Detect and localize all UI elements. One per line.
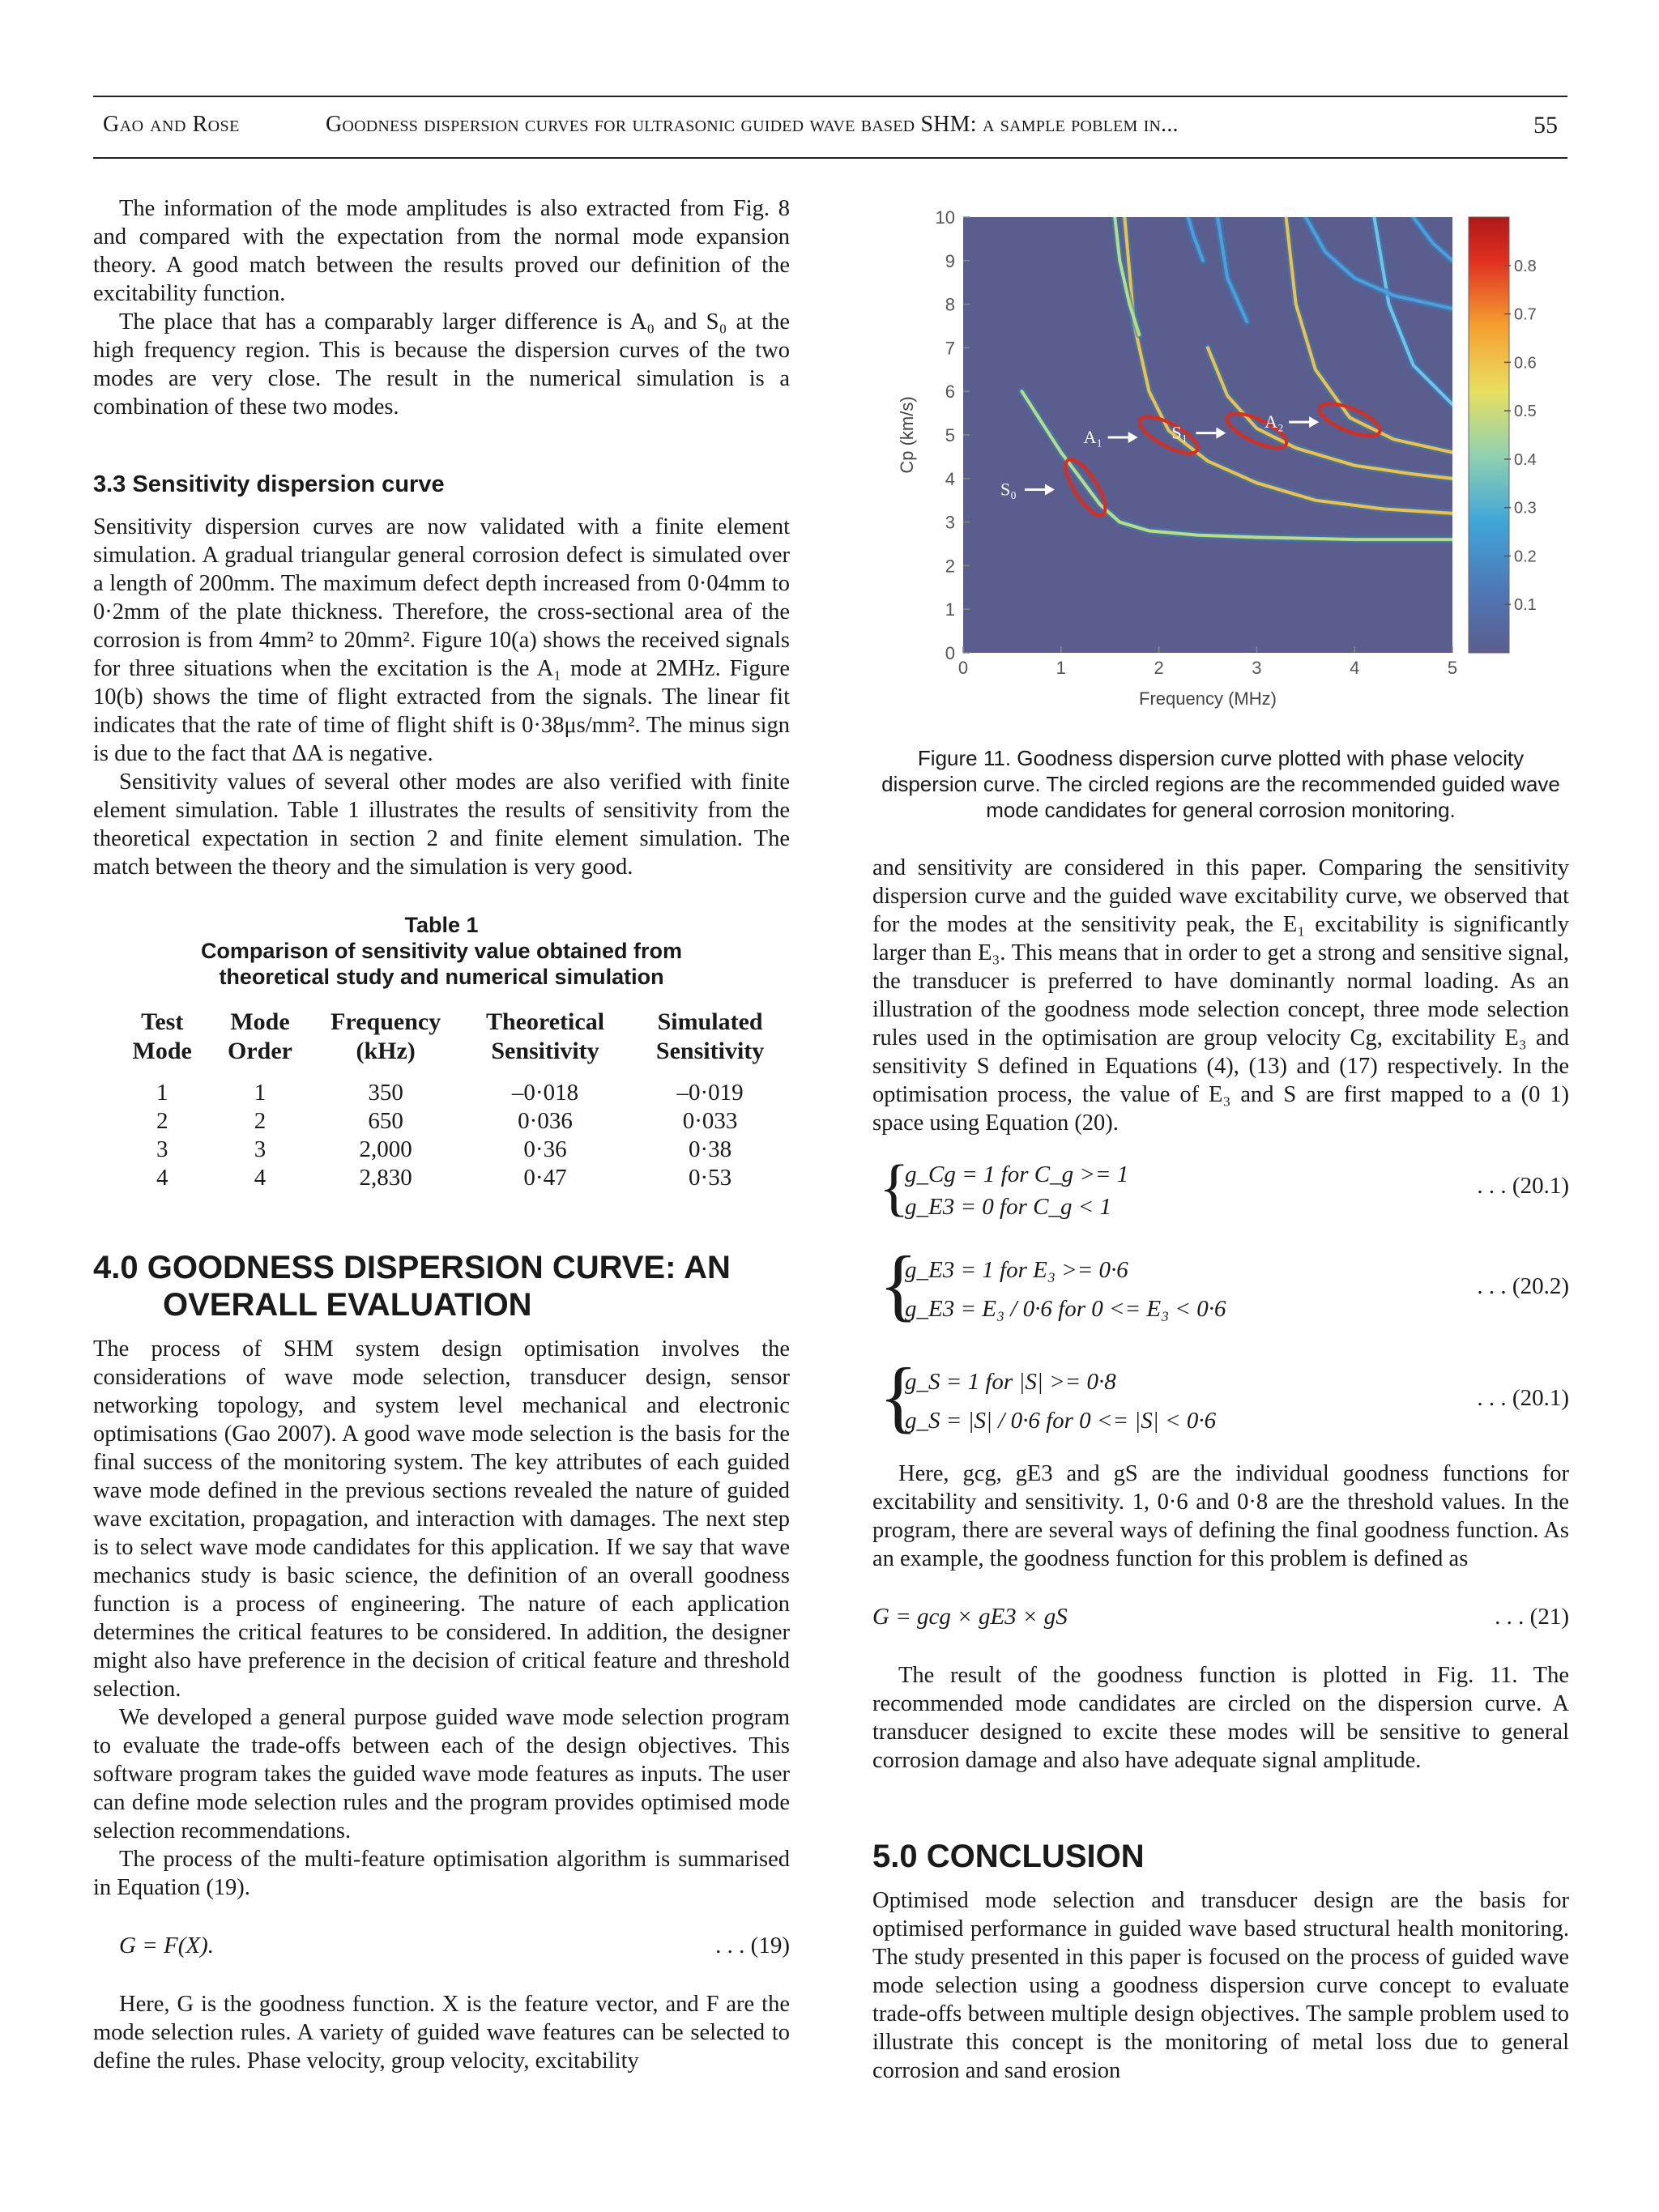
table-cell: 3 — [156, 1136, 168, 1162]
x-tick-label: 4 — [1350, 658, 1360, 678]
y-tick-label: 5 — [945, 425, 955, 445]
colorbar-tick-label: 0.7 — [1514, 305, 1537, 324]
table-cell: –0·018 — [511, 1080, 579, 1106]
running-header — [93, 96, 1567, 159]
figure-caption: Figure 11. Goodness dispersion curve plotted with phase velocity dispersion curve. The circled regions are the recommended guided wave mode candidates for general corrosion monitoring. — [881, 746, 1560, 822]
col-header: Mode Order — [227, 1008, 292, 1064]
y-tick-label: 6 — [945, 381, 955, 403]
table-cell: 350 — [368, 1080, 403, 1106]
table-header-row — [116, 1008, 790, 1066]
col-header: Theoretical Sensitivity — [485, 1008, 605, 1064]
header-authors: Gao and Rose — [103, 112, 240, 137]
table-cell: 4 — [254, 1165, 267, 1191]
table-cell: 0·36 — [523, 1136, 567, 1162]
table-number: Table 1 — [404, 913, 479, 937]
equation-20-1 — [872, 1152, 1569, 1223]
x-tick-label: 2 — [1154, 658, 1164, 678]
candidate-label: A₁ — [1083, 427, 1103, 447]
y-tick-label: 3 — [945, 512, 955, 533]
table-cell: 2,830 — [359, 1165, 412, 1191]
goodness-dispersion-chart — [895, 202, 1567, 713]
table-row — [116, 1136, 790, 1164]
equation-line: g_E3 = 1 for E₃ >= 0·6 — [905, 1257, 1128, 1283]
x-tick-label: 5 — [1447, 658, 1458, 678]
table-cell: 1 — [254, 1080, 267, 1106]
equation-line: g_E3 = 0 for C_g < 1 — [905, 1194, 1112, 1220]
equation-21 — [872, 1604, 1569, 1630]
equation-text: G = F(X). — [119, 1933, 215, 1958]
table-cell: 2 — [156, 1108, 168, 1134]
section-heading-3-3: 3.3 Sensitivity dispersion curve — [93, 471, 445, 497]
x-tick-label: 1 — [1056, 658, 1066, 678]
table-cell: –0·019 — [676, 1080, 744, 1106]
col-header: Test Mode — [132, 1008, 192, 1064]
brace-icon: { — [879, 1152, 910, 1222]
paragraph: Sensitivity values of several other modes are also verified with finite element simulation. Table 1 illustrates the results of sensitivity from the theoretical expectation in section 2 and finite element simulation. The match between the theory and the simulation is very good. — [93, 769, 790, 880]
table-cell: 4 — [156, 1165, 168, 1191]
candidate-label: S₀ — [1000, 479, 1017, 500]
table-row — [116, 1107, 790, 1136]
y-tick-label: 1 — [945, 599, 955, 620]
equation-line: g_S = |S| / 0·6 for 0 <= |S| < 0·6 — [905, 1408, 1217, 1434]
candidate-label: A₂ — [1265, 411, 1284, 433]
table-cell: 0·53 — [689, 1165, 732, 1191]
paragraph: and sensitivity are considered in this paper. Comparing the sensitivity dispersion curve and the guided wave excitability curve, we observed that for the modes at the sensitivity peak, the E₁ excitability is significantly larger than E₃. This means that in order to get a strong and sensitive signal, the transducer is preferred to have dominantly normal loading. As an illustration of the goodness mode selection concept, three mode selection rules used in the optimisation are group velocity Cg, excitability E₃ and sensitivity S defined in Equations (4), (13) and (17) respectively. In the optimisation process, the value of E₃ and S are first mapped to a (0 1) space using Equation (20). — [872, 855, 1569, 1136]
right-column — [872, 745, 1569, 2085]
paragraph: We developed a general purpose guided wave mode selection program to evaluate the trade-offs between each of the design objectives. This software program takes the guided wave mode features as inputs. The user can define mode selection rules and the program provides optimised mode selection recommendations. — [93, 1705, 790, 1843]
table-cell: 0·033 — [682, 1108, 738, 1134]
brace-icon: { — [879, 1239, 918, 1329]
y-tick-label: 2 — [945, 556, 955, 577]
table-title: Comparison of sensitivity value obtained from theoretical study and numerical simulation — [200, 939, 683, 989]
page-number: 55 — [1533, 112, 1558, 139]
paragraph: The result of the goodness function is plotted in Fig. 11. The recommended mode candidates are circled on the dispersion curve. A transducer designed to excite these modes will be sensitive to general corrosion damage and also have adequate signal amplitude. — [872, 1663, 1569, 1773]
table-cell: 2,000 — [359, 1136, 412, 1162]
table-row — [116, 1164, 790, 1192]
equation-20-2 — [872, 1239, 1569, 1335]
y-tick-label: 0 — [945, 643, 955, 663]
equation-line: g_Cg = 1 for C_g >= 1 — [905, 1161, 1129, 1187]
section-heading-4-0: 4.0 GOODNESS DISPERSION CURVE: AN OVERALL EVALUATION — [93, 1250, 731, 1323]
sensitivity-table — [116, 1008, 790, 1192]
colorbar-tick-label: 0.6 — [1514, 354, 1537, 373]
table-row — [116, 1066, 790, 1107]
section-heading-5-0: 5.0 CONCLUSION — [872, 1839, 1145, 1874]
equation-number: . . . (20.1) — [1477, 1385, 1569, 1411]
header-title: Goodness dispersion curves for ultrasonic guided wave based SHM: a sample poblem in... — [326, 112, 1179, 137]
table-cell: 3 — [254, 1136, 267, 1162]
colorbar-tick-label: 0.5 — [1514, 403, 1537, 421]
table-cell: 0·47 — [523, 1165, 567, 1191]
colorbar-tick-label: 0.4 — [1514, 450, 1537, 469]
colorbar-tick-label: 0.2 — [1514, 548, 1537, 566]
equation-number: . . . (20.2) — [1477, 1273, 1569, 1299]
paragraph: The place that has a comparably larger difference is A₀ and S₀ at the high frequency region. This is because the dispersion curves of the two modes are very close. The result in the numerical simulation is a combination of these two modes. — [93, 309, 790, 420]
paragraph: Here, G is the goodness function. X is the feature vector, and F are the mode selection rules. A variety of guided wave features can be selected to define the rules. Phase velocity, group velocity, excitability — [93, 1992, 790, 2073]
col-header: Simulated Sensitivity — [655, 1008, 765, 1064]
brace-icon: { — [879, 1351, 918, 1441]
equation-line: g_E3 = E₃ / 0·6 for 0 <= E₃ < 0·6 — [905, 1296, 1226, 1322]
table-cell: 0·036 — [518, 1108, 573, 1134]
paragraph: Optimised mode selection and transducer design are the basis for optimised performance in guided wave based structural health monitoring. The study presented in this paper is focused on the process of guided wave mode selection using a goodness dispersion curve concept to evaluate trade-offs between multiple design objectives. The sample problem used to illustrate this concept is the monitoring of metal loss due to general corrosion and sand erosion — [872, 1888, 1569, 2083]
left-column — [93, 194, 790, 2075]
x-tick-label: 3 — [1252, 658, 1262, 678]
paragraph: Sensitivity dispersion curves are now validated with a finite element simulation. A gradual triangular general corrosion defect is simulated over a length of 200mm. The maximum defect depth increased from 0·04mm to 0·2mm of the plate thickness. Therefore, the cross-sectional area of the corrosion is from 4mm² to 20mm². Figure 10(a) shows the received signals for three situations when the excitation is the A₁ mode at 2MHz. Figure 10(b) shows the time of flight extracted from the signals. The linear fit indicates that the rate of time of flight shift is 0·38μs/mm². The minus sign is due to the fact that ΔA is negative. — [93, 514, 790, 766]
y-tick-label: 9 — [945, 250, 955, 271]
table-cell: 0·38 — [689, 1136, 732, 1162]
colorbar — [1469, 217, 1509, 653]
x-tick-label: 0 — [957, 658, 969, 678]
colorbar-tick-label: 0.3 — [1514, 499, 1537, 518]
table-cell: 2 — [254, 1108, 267, 1134]
table-caption — [93, 912, 790, 990]
table-cell: 650 — [368, 1108, 403, 1134]
y-tick-label: 7 — [945, 338, 955, 359]
equation-number: . . . (21) — [1495, 1604, 1569, 1630]
equation-19 — [93, 1933, 790, 1959]
equation-number: . . . (20.1) — [1477, 1173, 1569, 1199]
col-header: Frequency (kHz) — [331, 1008, 441, 1064]
colorbar-tick-label: 0.1 — [1514, 596, 1537, 615]
y-tick-label: 10 — [935, 207, 955, 228]
colorbar-tick-label: 0.8 — [1514, 257, 1537, 275]
paragraph: The information of the mode amplitudes is also extracted from Fig. 8 and compared with the expectation from the normal mode expansion theory. A good match between the results proved our definition of the excitability function. — [93, 196, 790, 306]
equation-20-3 — [872, 1351, 1569, 1447]
y-tick-label: 4 — [945, 468, 955, 489]
x-axis-label: Frequency (MHz) — [1139, 688, 1277, 709]
paragraph: Here, gcg, gE3 and gS are the individual goodness functions for excitability and sensitivity. 1, 0·6 and 0·8 are the threshold values. In the program, there are several ways of defining the final goodness function. As an example, the goodness function for this problem is defined as — [872, 1461, 1569, 1571]
table-cell: 1 — [156, 1080, 168, 1106]
candidate-label: S₁ — [1171, 422, 1188, 443]
paragraph: The process of the multi-feature optimisation algorithm is summarised in Equation (19). — [93, 1847, 790, 1900]
y-tick-label: 8 — [945, 294, 955, 315]
paragraph: The process of SHM system design optimisation involves the considerations of wave mode selection, transducer design, sensor networking topology, and system level mechanical and electronic optimisations (Gao 2007). A good wave mode selection is the basis for the final success of the monitoring system. The key attributes of each guided wave mode defined in the previous sections revealed the nature of guided wave excitation, propagation, and interaction with damages. The next step is to select wave mode candidates for this application. If we say that wave mechanics study is basic science, the definition of an overall goodness function is a process of engineering. The nature of each application determines the critical features to be considered. In addition, the designer might also have preference in the decision of critical feature and threshold selection. — [93, 1336, 790, 1702]
equation-line: g_S = 1 for |S| >= 0·8 — [905, 1369, 1116, 1395]
y-axis-label: Cp (km/s) — [897, 396, 917, 474]
equation-text: G = gcg × gE3 × gS — [872, 1604, 1068, 1630]
equation-number: . . . (19) — [715, 1933, 790, 1958]
